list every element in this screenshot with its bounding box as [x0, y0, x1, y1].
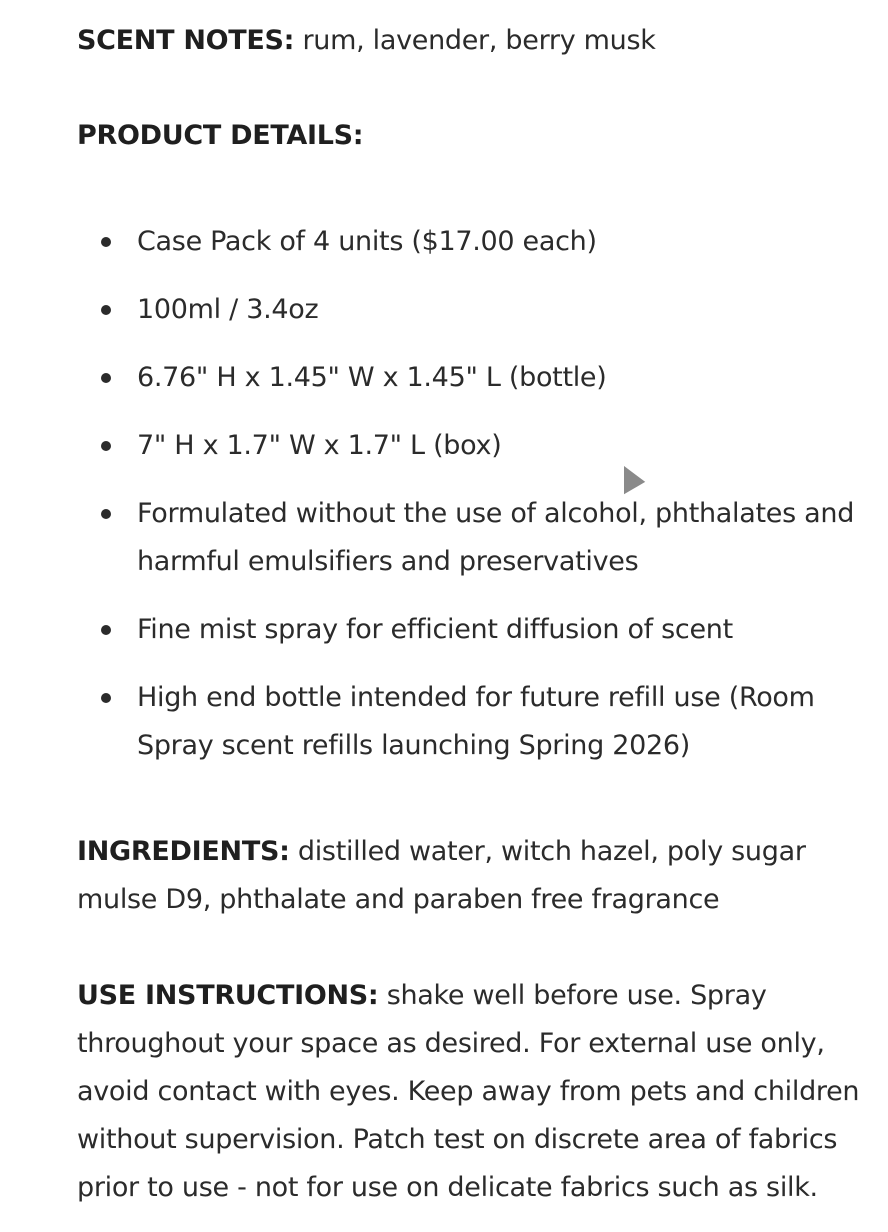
product-details-list	[77, 218, 877, 790]
list-item	[77, 490, 877, 586]
list-item-text: 6.76" H x 1.45" W x 1.45" L (bottle)	[137, 362, 607, 393]
list-item-text: Case Pack of 4 units ($17.00 each)	[137, 226, 597, 257]
mouse-cursor-icon	[620, 462, 650, 498]
product-details-heading: PRODUCT DETAILS:	[77, 120, 364, 151]
bullet-icon	[101, 237, 111, 247]
bullet-icon	[101, 305, 111, 315]
list-item-text: Fine mist spray for efficient diffusion of scent	[137, 614, 733, 645]
list-item-text: 100ml / 3.4oz	[137, 294, 319, 325]
use-instructions	[77, 972, 877, 1212]
list-item	[77, 606, 877, 654]
list-item	[77, 354, 877, 402]
bullet-icon	[101, 509, 111, 519]
list-item	[77, 422, 877, 470]
list-item-text: High end bottle intended for future refill use (Room Spray scent refills launching Spring 2026)	[137, 682, 815, 761]
ingredients	[77, 828, 837, 924]
scent-notes	[77, 17, 877, 65]
list-item	[77, 286, 877, 334]
bullet-icon	[101, 693, 111, 703]
list-item	[77, 218, 877, 266]
use-instructions-text: shake well before use. Spray throughout your space as desired. For external use only, avoid contact with eyes. Keep away from pets and children without supervision. Patch test on discrete area of fabrics prior to use - not for use on delicate fabrics such as silk.	[77, 980, 860, 1203]
bullet-icon	[101, 441, 111, 451]
list-item-text: 7" H x 1.7" W x 1.7" L (box)	[137, 430, 502, 461]
scent-notes-text: rum, lavender, berry musk	[294, 25, 656, 56]
bullet-icon	[101, 373, 111, 383]
ingredients-label: INGREDIENTS:	[77, 836, 290, 867]
ingredients-text: distilled water, witch hazel, poly sugar mulse D9, phthalate and paraben free fragrance	[77, 836, 806, 915]
list-item	[77, 674, 877, 770]
use-instructions-label: USE INSTRUCTIONS:	[77, 980, 379, 1011]
list-item-text: Formulated without the use of alcohol, phthalates and harmful emulsifiers and preservatives	[137, 498, 855, 577]
bullet-icon	[101, 625, 111, 635]
scent-notes-label: SCENT NOTES:	[77, 25, 295, 56]
